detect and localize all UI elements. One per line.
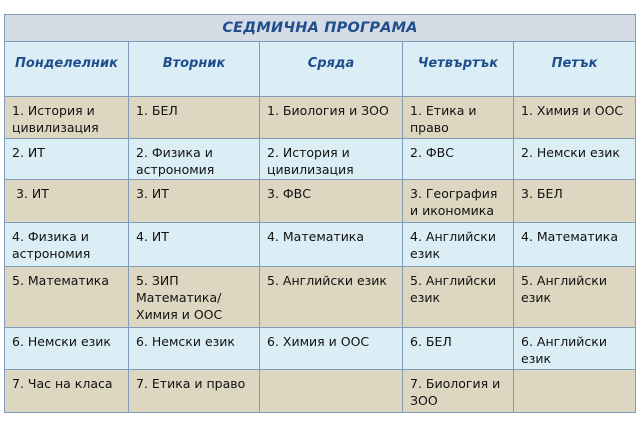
lesson-cell: 5. ЗИП Математика/ Химия и ООС [129, 267, 260, 328]
lesson-cell: 2. История и цивилизация [260, 139, 403, 180]
day-header-monday: Понделелник [5, 42, 129, 97]
period-row-3 [5, 180, 636, 223]
period-row-6 [5, 328, 636, 370]
lesson-cell: 1. БЕЛ [129, 97, 260, 139]
lesson-cell: 1. Биология и ЗОО [260, 97, 403, 139]
lesson-cell: 6. БЕЛ [403, 328, 514, 370]
period-row-4 [5, 223, 636, 267]
day-header-wednesday: Сряда [260, 42, 403, 97]
lesson-cell: 3. БЕЛ [514, 180, 636, 223]
lesson-cell: 6. Немски език [129, 328, 260, 370]
lesson-cell: 5. Английски език [260, 267, 403, 328]
lesson-cell: 1. История и цивилизация [5, 97, 129, 139]
period-row-2 [5, 139, 636, 180]
lesson-cell: 6. Химия и ООС [260, 328, 403, 370]
lesson-cell: 3. ИТ [129, 180, 260, 223]
lesson-cell: 7. Етика и право [129, 370, 260, 413]
weekly-schedule-table [4, 14, 636, 413]
lesson-cell: 4. Математика [260, 223, 403, 267]
title-row [5, 15, 636, 42]
lesson-cell: 4. ИТ [129, 223, 260, 267]
lesson-cell: 6. Английски език [514, 328, 636, 370]
lesson-cell: 6. Немски език [5, 328, 129, 370]
lesson-cell: 7. Час на класа [5, 370, 129, 413]
lesson-cell: 5. Математика [5, 267, 129, 328]
lesson-cell: 3. ФВС [260, 180, 403, 223]
lesson-cell: 2. ИТ [5, 139, 129, 180]
lesson-cell [514, 370, 636, 413]
lesson-cell: 4. Физика и астрономия [5, 223, 129, 267]
day-header-row [5, 42, 636, 97]
day-header-friday: Петък [514, 42, 636, 97]
lesson-cell: 1. Етика и право [403, 97, 514, 139]
lesson-cell: 3. ИТ [5, 180, 129, 223]
lesson-cell: 4. Английски език [403, 223, 514, 267]
period-row-7 [5, 370, 636, 413]
schedule-title: СЕДМИЧНА ПРОГРАМА [5, 15, 636, 42]
lesson-cell: 2. Физика и астрономия [129, 139, 260, 180]
lesson-cell: 5. Английски език [514, 267, 636, 328]
lesson-cell: 3. География и икономика [403, 180, 514, 223]
lesson-cell: 4. Математика [514, 223, 636, 267]
lesson-cell: 7. Биология и ЗОО [403, 370, 514, 413]
period-row-1 [5, 97, 636, 139]
day-header-tuesday: Вторник [129, 42, 260, 97]
lesson-cell: 2. ФВС [403, 139, 514, 180]
day-header-thursday: Четвъртък [403, 42, 514, 97]
lesson-cell: 5. Английски език [403, 267, 514, 328]
period-row-5 [5, 267, 636, 328]
lesson-cell: 2. Немски език [514, 139, 636, 180]
lesson-cell: 1. Химия и ООС [514, 97, 636, 139]
lesson-cell [260, 370, 403, 413]
